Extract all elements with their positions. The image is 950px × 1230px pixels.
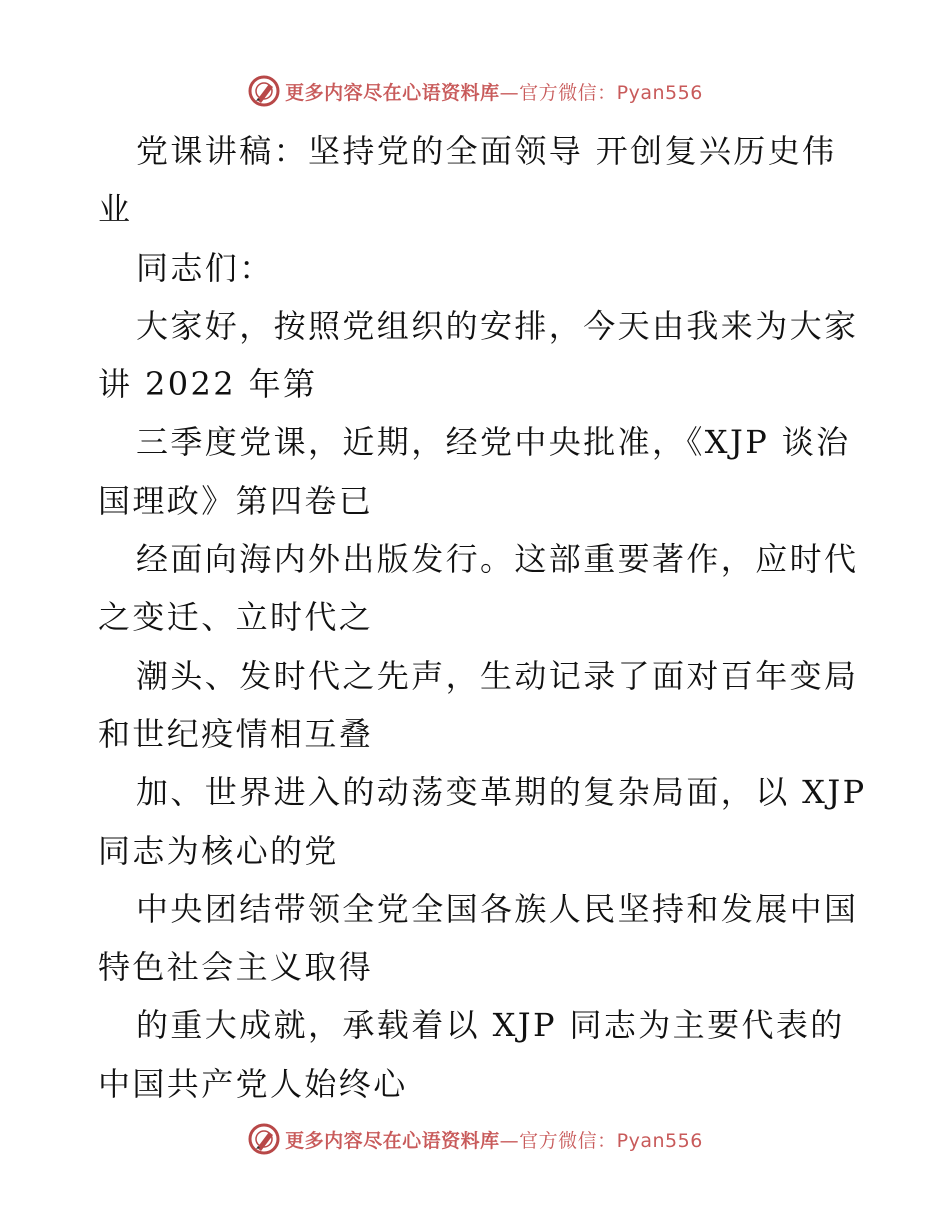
text-line: 党课讲稿：坚持党的全面领导 开创复兴历史伟	[136, 132, 837, 170]
text-line: 潮头、发时代之先声，生动记录了面对百年变局	[136, 656, 859, 695]
text-line: 大家好，按照党组织的安排，今天由我来为大家	[136, 306, 859, 345]
banner-wechat: 官方微信：Pyan556	[519, 81, 703, 104]
text-line: 之变迁、立时代之	[98, 598, 374, 637]
banner-text	[285, 1126, 703, 1153]
text-line: 特色社会主义取得	[98, 948, 374, 987]
text-line: 同志为核心的党	[98, 831, 339, 870]
pen-logo-icon	[247, 74, 281, 108]
footer-banner	[0, 1119, 950, 1159]
text-line: 和世纪疫情相互叠	[98, 714, 374, 753]
text-line: 业	[98, 190, 133, 229]
text-line: 同志们：	[136, 248, 274, 287]
header-banner	[0, 71, 950, 111]
banner-lead: 更多内容尽在心语资料库	[285, 81, 500, 104]
banner-dash: —	[499, 1129, 520, 1152]
banner-text	[285, 78, 703, 105]
text-line: 讲 2022 年第	[98, 365, 318, 404]
banner-lead: 更多内容尽在心语资料库	[285, 1129, 500, 1152]
banner-dash: —	[499, 81, 520, 104]
text-line: 三季度党课，近期，经党中央批准，《XJP 谈治	[136, 423, 851, 462]
text-line: 国理政》第四卷已	[98, 481, 374, 520]
text-line: 中国共产党人始终心	[98, 1064, 408, 1103]
text-line: 的重大成就，承载着以 XJP 同志为主要代表的	[136, 1006, 845, 1045]
pen-logo-icon	[247, 1122, 281, 1156]
text-line: 中央团结带领全党全国各族人民坚持和发展中国	[136, 889, 859, 928]
banner-wechat: 官方微信：Pyan556	[519, 1129, 703, 1152]
text-line: 经面向海内外出版发行。这部重要著作，应时代	[136, 540, 859, 579]
document-body	[98, 122, 867, 1113]
text-line: 加、世界进入的动荡变革期的复杂局面，以 XJP	[136, 773, 867, 812]
